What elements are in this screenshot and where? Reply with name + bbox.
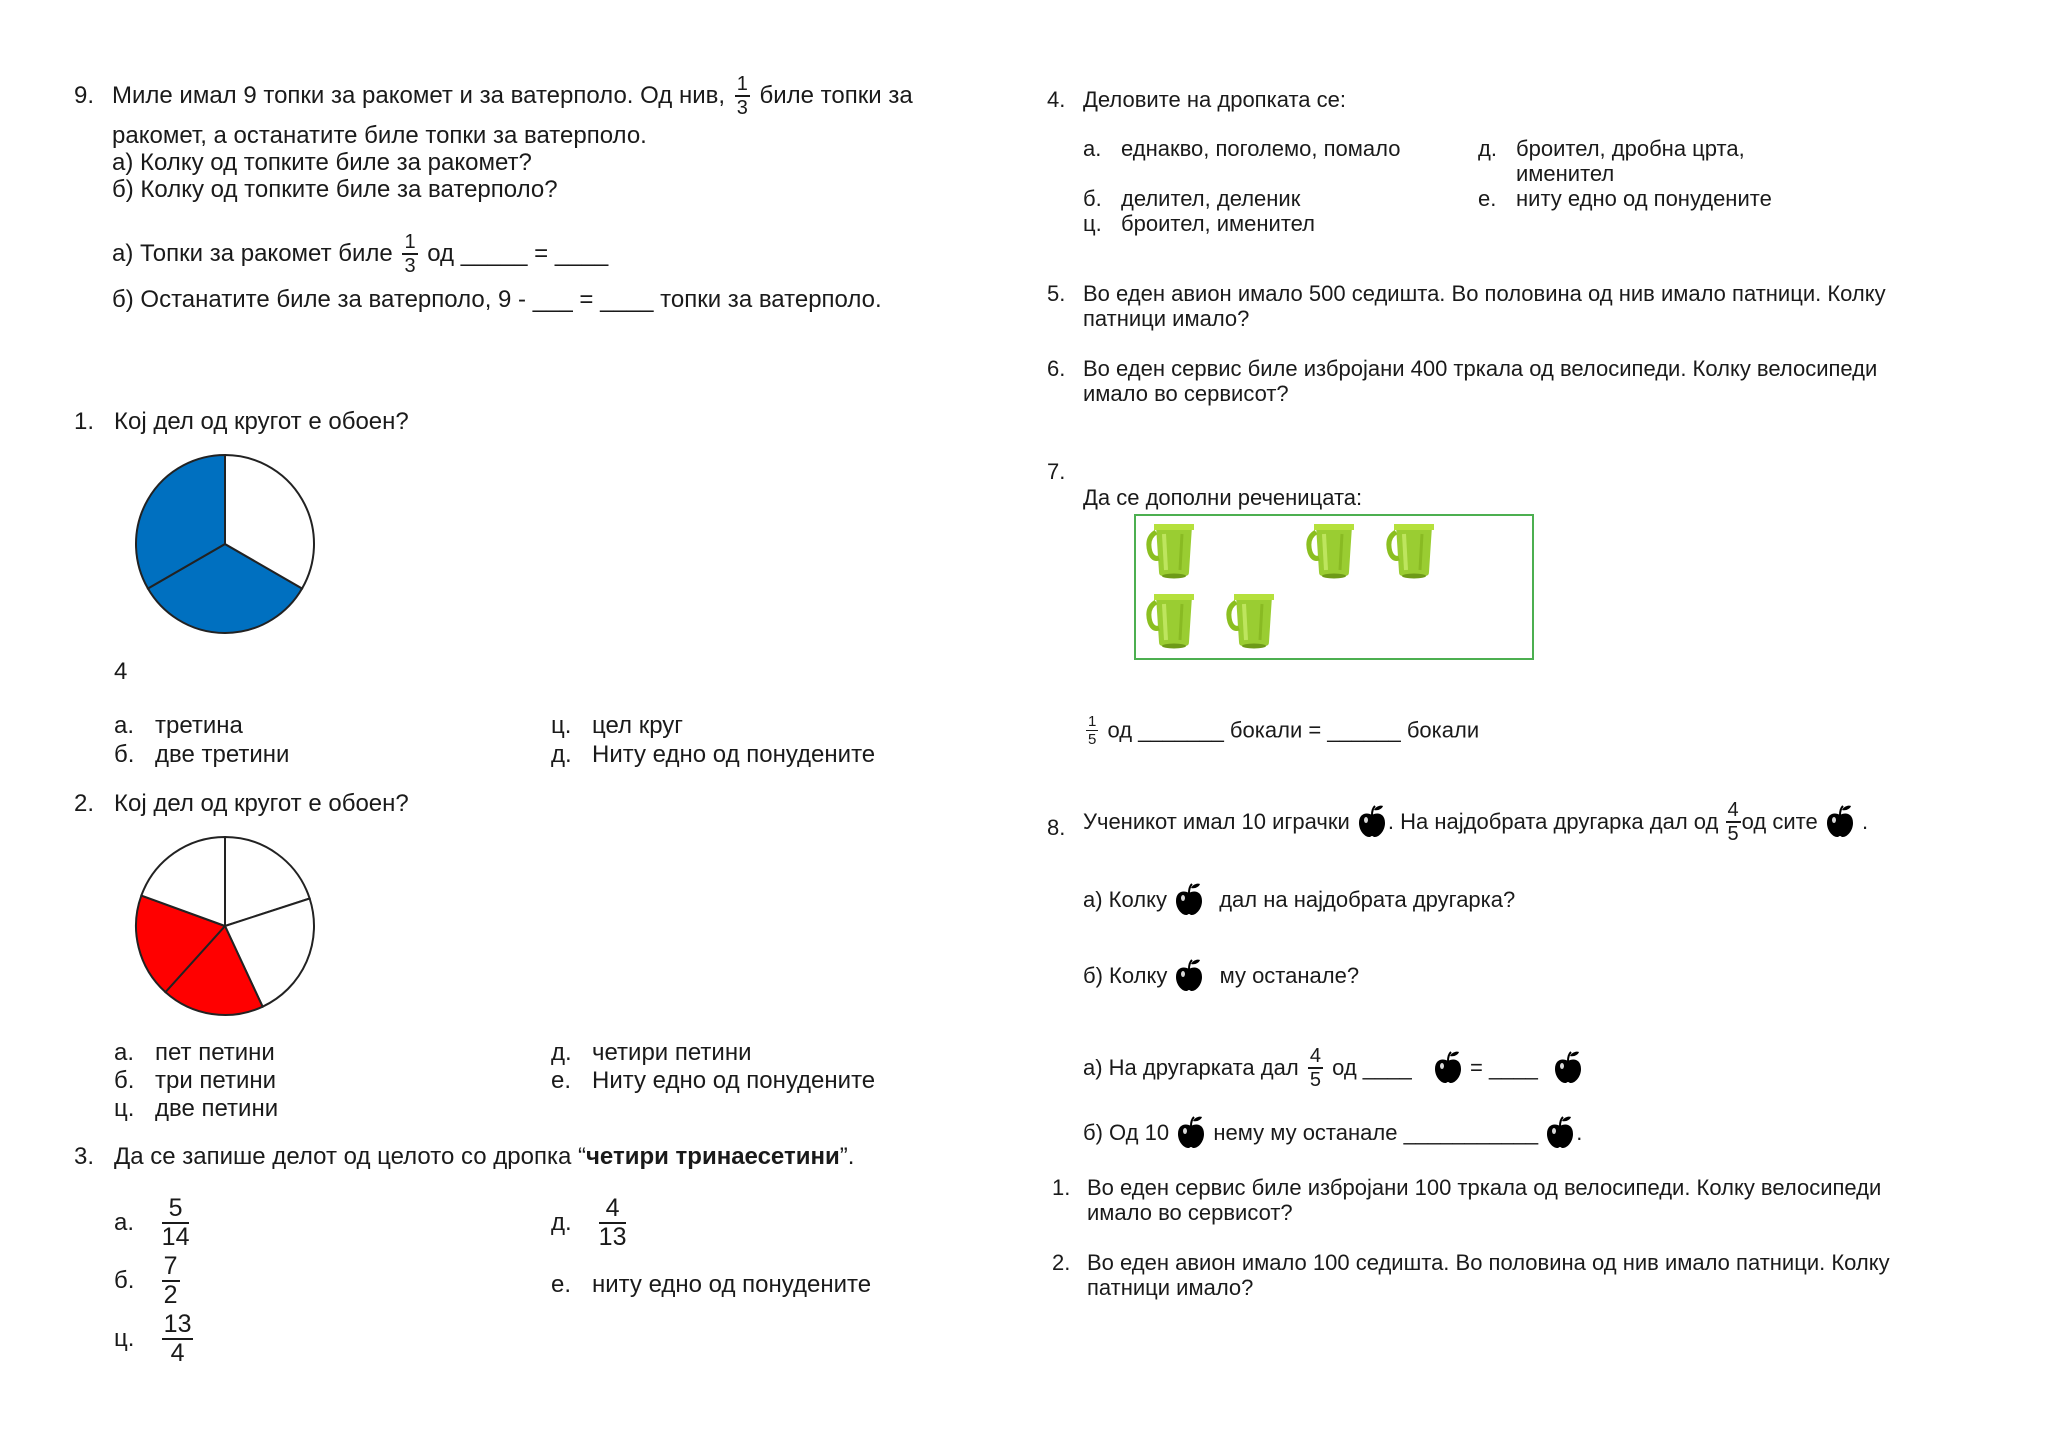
q8-answer-fraction-denominator: 5 <box>1309 1069 1321 1091</box>
apple-icon <box>1173 958 1205 994</box>
q2-option-c-text: две петини <box>155 1095 279 1122</box>
q3-option-c-denominator: 4 <box>170 1339 185 1367</box>
q2b-line2: патници имало? <box>1087 1275 1254 1300</box>
q3-option-b-numerator: 7 <box>163 1252 178 1280</box>
q8-fraction <box>1726 800 1741 844</box>
q8-answer-a-pre: а) На другарката дал <box>1083 1055 1299 1080</box>
q8-fraction-numerator: 4 <box>1727 799 1739 821</box>
q4-option-b-letter: б. <box>1083 186 1102 211</box>
q4-option-d-letter: д. <box>1478 136 1497 161</box>
apple-icon <box>1552 1050 1584 1086</box>
q7-fraction <box>1086 714 1098 747</box>
q3-option-c <box>114 1312 196 1366</box>
q1-option-c-text: цел круг <box>592 712 684 739</box>
q1-option-b-text: две третини <box>155 741 290 768</box>
q4-option-e-text: ниту едно од понудените <box>1516 186 1772 211</box>
q5-line2: патници имало? <box>1083 306 1250 331</box>
q9-question-a: а) Колку од топките биле за ракомет? <box>112 149 532 176</box>
q2-option-d-text: четири петини <box>592 1039 752 1066</box>
q1-extra-number: 4 <box>114 658 128 685</box>
q7-fill-sentence <box>1083 714 1479 747</box>
q7-number: 7. <box>1047 459 1066 484</box>
q3-option-a-letter: а. <box>114 1209 135 1236</box>
q9-fraction-denominator: 3 <box>736 97 748 119</box>
q3-option-b-denominator: 2 <box>163 1281 178 1309</box>
q2-number: 2. <box>74 790 95 817</box>
q9-answer-fraction-numerator: 1 <box>404 231 416 253</box>
q4-option-b-text: делител, деленик <box>1121 186 1301 211</box>
jug-icon <box>1146 518 1202 580</box>
q6-number: 6. <box>1047 356 1066 381</box>
q7-fraction-numerator: 1 <box>1088 713 1097 730</box>
q1b-line1: Во еден сервис биле избројани 100 тркала од велосипеди. Колку велосипеди <box>1087 1175 1882 1200</box>
q8-question <box>1083 800 1868 844</box>
q3-option-d-numerator: 4 <box>599 1196 627 1224</box>
q8-question-a <box>1083 882 1515 918</box>
q8-question-b <box>1083 958 1359 994</box>
q2-option-e-letter: е. <box>551 1067 572 1094</box>
q8-question-b-pre: б) Колку <box>1083 963 1168 988</box>
q4-option-d-text: броител, дробна црта, <box>1516 136 1745 161</box>
q3-option-b <box>114 1254 183 1308</box>
q4-option-c-letter: ц. <box>1083 211 1102 236</box>
q3-question-bold: четири тринаесетини <box>585 1143 840 1170</box>
q8-question-a-pre: а) Колку <box>1083 887 1167 912</box>
q8-answer-b-mid: нему му останале ___________ <box>1213 1120 1539 1145</box>
q3-option-e-letter: е. <box>551 1271 572 1298</box>
q2-option-b-text: три петини <box>155 1067 277 1094</box>
q8-fraction-denominator: 5 <box>1727 823 1739 845</box>
q9-answer-b: б) Останатите биле за ватерполо, 9 - ___ = ____ топки за ватерполо. <box>112 286 882 313</box>
q3-option-c-fraction <box>162 1312 194 1366</box>
q7-question: Да се дополни реченицата: <box>1083 485 1363 510</box>
jug-icon <box>1386 518 1442 580</box>
q8-answer-a-eq: = ____ <box>1469 1055 1538 1080</box>
q3-question-post: ”. <box>839 1143 855 1170</box>
q7-fill-text: од _______ бокали = ______ бокали <box>1107 717 1480 743</box>
q1-option-b-letter: б. <box>114 741 135 768</box>
q1b-line2: имало во сервисот? <box>1087 1200 1293 1225</box>
q3-option-a <box>114 1196 192 1250</box>
q1-option-a-letter: а. <box>114 712 135 739</box>
q3-option-c-numerator: 13 <box>163 1310 192 1338</box>
q9-answer-fraction-denominator: 3 <box>404 255 416 277</box>
q1-option-c-letter: ц. <box>551 712 572 739</box>
q1-number: 1. <box>74 408 95 435</box>
q8-answer-b <box>1083 1115 1582 1151</box>
q9-number: 9. <box>74 82 95 109</box>
q8-question-b-post: му останале? <box>1219 963 1360 988</box>
q2-option-b-letter: б. <box>114 1067 135 1094</box>
q8-text-a: Ученикот имал 10 играчки <box>1083 809 1350 834</box>
q8-answer-fraction <box>1308 1046 1323 1090</box>
q8-text-c: од сите <box>1741 809 1818 834</box>
q1-option-d-letter: д. <box>551 741 572 768</box>
q9-question-b: б) Колку од топките биле за ватерполо? <box>112 176 558 203</box>
q3-option-d-denominator: 13 <box>598 1223 627 1251</box>
q8-text-b: . На најдобрата другарка дал од <box>1387 809 1719 834</box>
apple-icon <box>1544 1115 1576 1151</box>
q1-option-a-text: третина <box>155 712 243 739</box>
q1-option-d-text: Ниту едно од понудените <box>592 741 876 768</box>
q4-question: Деловите на дропката се: <box>1083 87 1346 112</box>
q3-option-e-text: ниту едно од понудените <box>592 1271 872 1298</box>
q1-pie-chart <box>133 452 317 636</box>
q9-line1-b: биле топки за <box>759 82 913 109</box>
q8-text-d: . <box>1861 809 1869 834</box>
q8-answer-a <box>1083 1046 1584 1090</box>
q8-number: 8. <box>1047 815 1066 840</box>
q3-option-a-fraction <box>162 1196 190 1250</box>
q3-option-b-letter: б. <box>114 1267 135 1294</box>
q9-fraction-numerator: 1 <box>736 73 748 95</box>
apple-icon <box>1175 1115 1207 1151</box>
q9-answer-a-pre: а) Топки за ракомет биле <box>112 240 393 267</box>
q3-option-a-numerator: 5 <box>162 1196 190 1224</box>
q2b-number: 2. <box>1052 1250 1071 1275</box>
q2-pie-chart <box>133 834 317 1018</box>
q4-option-a-letter: а. <box>1083 136 1102 161</box>
q5-line1: Во еден авион имало 500 седишта. Во половина од нив имало патници. Колку <box>1083 281 1886 306</box>
q3-option-b-fraction <box>162 1254 180 1308</box>
jug-icon <box>1226 588 1282 650</box>
q8-question-a-post: дал на најдобрата другарка? <box>1219 887 1516 912</box>
q3-question-pre: Да се запише делот од целото со дропка “ <box>114 1143 586 1170</box>
q3-option-d-letter: д. <box>551 1209 572 1236</box>
q4-number: 4. <box>1047 87 1066 112</box>
q2-option-a-text: пет петини <box>155 1039 275 1066</box>
q2-option-a-letter: а. <box>114 1039 135 1066</box>
q3-option-a-denominator: 14 <box>161 1223 190 1251</box>
q1b-number: 1. <box>1052 1175 1071 1200</box>
q1-question: Кој дел од кругот е обоен? <box>114 408 409 435</box>
apple-icon <box>1432 1050 1464 1086</box>
q9-answer-fraction <box>402 232 417 276</box>
apple-icon <box>1356 804 1388 840</box>
q3-option-d-fraction <box>599 1196 627 1250</box>
q4-option-a-text: еднакво, поголемо, помало <box>1121 136 1401 161</box>
q6-line1: Во еден сервис биле избројани 400 тркала од велосипеди. Колку велосипеди <box>1083 356 1878 381</box>
q4-option-d-text-cont: именител <box>1516 161 1615 186</box>
q4-option-e-letter: е. <box>1478 186 1497 211</box>
q9-answer-a <box>112 232 608 276</box>
q8-answer-b-pre: б) Од 10 <box>1083 1120 1170 1145</box>
q9-fraction <box>735 74 750 118</box>
apple-icon <box>1173 882 1205 918</box>
q2-option-e-text: Ниту едно од понудените <box>592 1067 876 1094</box>
q2b-line1: Во еден авион имало 100 седишта. Во половина од нив имало патници. Колку <box>1087 1250 1890 1275</box>
q9-line1-a: Миле имал 9 топки за ракомет и за ватерполо. Од нив, <box>112 82 726 109</box>
q4-option-c-text: броител, именител <box>1121 211 1316 236</box>
q2-option-d-letter: д. <box>551 1039 572 1066</box>
q7-fraction-denominator: 5 <box>1088 731 1097 748</box>
q2-option-c-letter: ц. <box>114 1095 135 1122</box>
q3-option-d <box>551 1196 629 1250</box>
q8-answer-a-mid: од ____ <box>1332 1055 1412 1080</box>
q9-line2: ракомет, а останатите биле топки за ватерполо. <box>112 122 647 149</box>
q6-line2: имало во сервисот? <box>1083 381 1289 406</box>
apple-icon <box>1824 804 1856 840</box>
jug-icon <box>1306 518 1362 580</box>
q8-answer-b-end: . <box>1576 1120 1583 1145</box>
q2-question: Кој дел од кругот е обоен? <box>114 790 409 817</box>
q3-number: 3. <box>74 1143 95 1170</box>
q5-number: 5. <box>1047 281 1066 306</box>
jug-icon <box>1146 588 1202 650</box>
q3-option-c-letter: ц. <box>114 1325 135 1352</box>
q9-line1 <box>112 74 913 118</box>
q8-answer-fraction-numerator: 4 <box>1309 1045 1321 1067</box>
q3-question <box>114 1145 854 1169</box>
q9-answer-a-post: од _____ = ____ <box>427 240 609 267</box>
